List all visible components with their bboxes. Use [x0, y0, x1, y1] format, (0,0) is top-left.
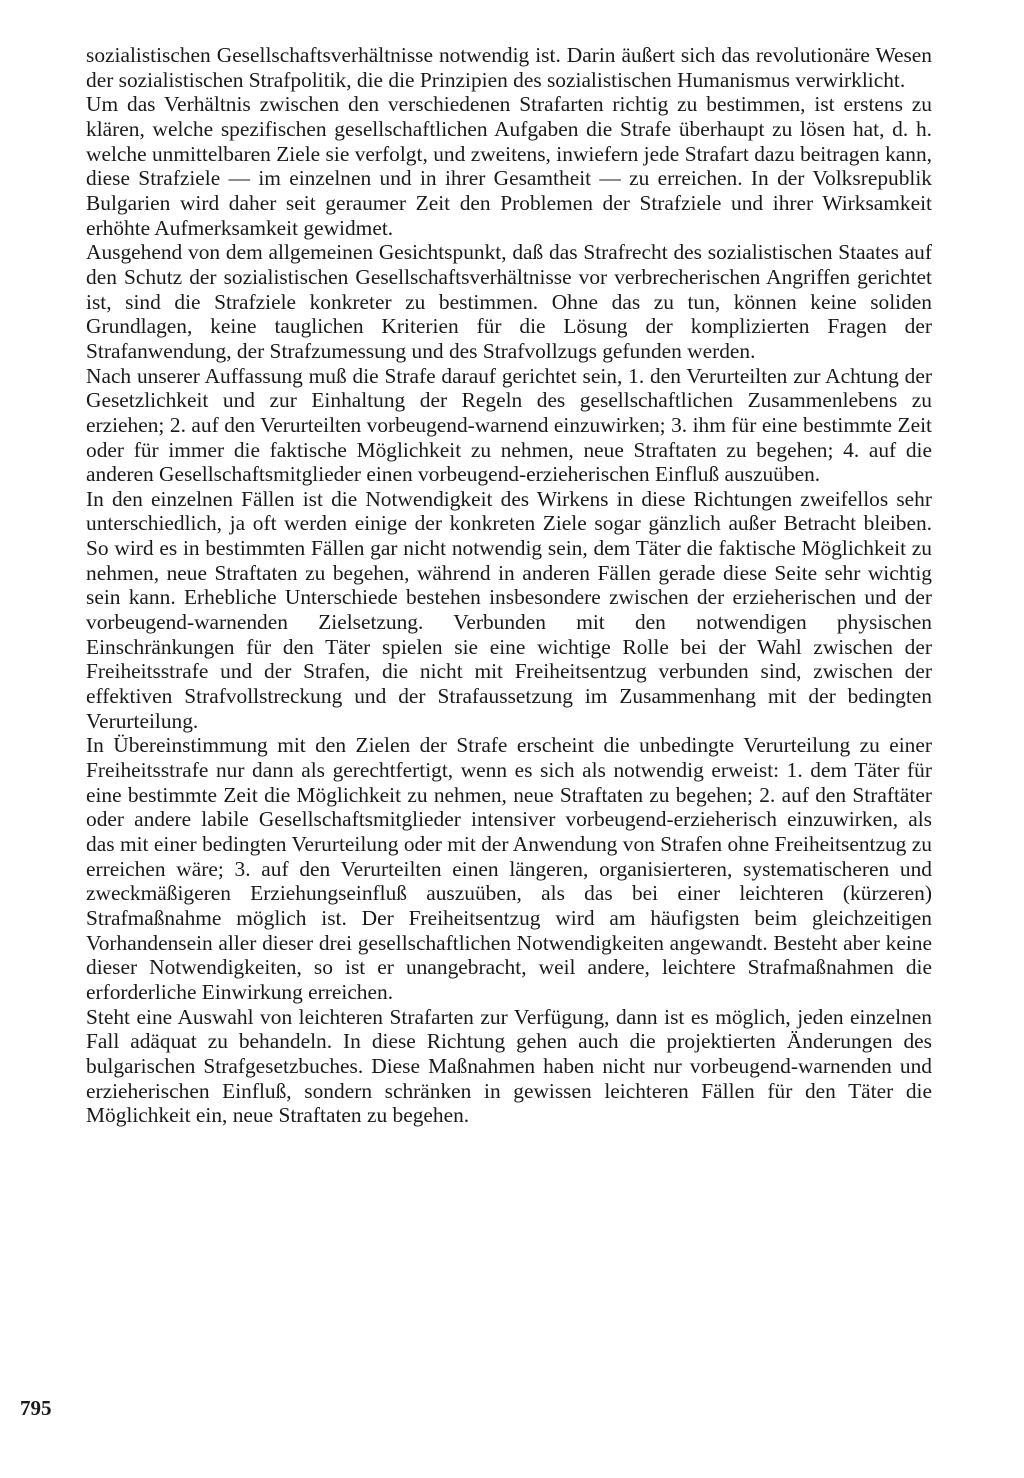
paragraph: Ausgehend von dem allgemeinen Gesichtspunkt, daß das Strafrecht des sozialistischen Staates auf den Schutz der sozialistischen Gesellschaftsverhältnisse vor verbrecherischen Angriffen gerichtet ist, sind die Strafziele konkreter zu bestimmen. Ohne das zu tun, können keine soliden Grundlagen, keine tauglichen Kriterien für die Lösung der komplizierten Fragen der Strafanwendung, der Strafzumessung und des Strafvollzugs gefunden werden.	[86, 240, 932, 363]
paragraph: In den einzelnen Fällen ist die Notwendigkeit des Wirkens in diese Richtungen zweifellos sehr unterschiedlich, ja oft werden einige der konkreten Ziele sogar gänzlich außer Betracht bleiben. So wird es in bestimmten Fällen gar nicht notwendig sein, dem Täter die faktische Möglichkeit zu nehmen, neue Straftaten zu begehen, während in anderen Fällen gerade diese Seite sehr wichtig sein kann. Erhebliche Unterschiede bestehen insbesondere zwischen der erzieherischen und der vorbeugend-warnenden Zielsetzung. Verbunden mit den notwendigen physischen Einschränkungen für den Täter spielen sie eine wichtige Rolle bei der Wahl zwischen der Freiheitsstrafe und der Strafen, die nicht mit Freiheitsentzug verbunden sind, zwischen der effektiven Strafvollstreckung und der Strafaussetzung im Zusammenhang mit der bedingten Verurteilung.	[86, 486, 932, 733]
paragraph: Nach unserer Auffassung muß die Strafe darauf gerichtet sein, 1. den Verurteilten zur Achtung der Gesetzlichkeit und zur Einhaltung der Regeln des gesellschaftlichen Zusammenlebens zu erziehen; 2. auf den Verurteilten vorbeugend-warnend einzuwirken; 3. ihm für eine bestimmte Zeit oder für immer die faktische Möglichkeit zu nehmen, neue Straftaten zu begehen; 4. auf die anderen Gesellschaftsmitglieder einen vorbeugend-erzieherischen Einfluß auszuüben.	[86, 363, 932, 487]
paragraph: Um das Verhältnis zwischen den verschiedenen Strafarten richtig zu bestimmen, ist erstens zu klären, welche spezifischen gesellschaftlichen Aufgaben die Strafe überhaupt zu lösen hat, d. h. welche unmittelbaren Ziele sie verfolgt, und zweitens, inwiefern jede Strafart dazu beitragen kann, diese Strafziele — im einzelnen und in ihrer Gesamtheit — zu erreichen. In der Volksrepublik Bulgarien wird daher seit geraumer Zeit den Problemen der Strafziele und ihrer Wirksamkeit erhöhte Aufmerksamkeit gewidmet.	[86, 92, 932, 240]
body-text	[86, 43, 932, 1128]
paragraph: In Übereinstimmung mit den Zielen der Strafe erscheint die unbedingte Verurteilung zu einer Freiheitsstrafe nur dann als gerechtfertigt, wenn es sich als notwendig erweist: 1. dem Täter für eine bestimmte Zeit die Möglichkeit zu nehmen, neue Straftaten zu begehen; 2. auf den Straftäter oder andere labile Gesellschaftsmitglieder intensiver vorbeugend-erzieherisch einzuwirken, als das mit einer bedingten Verurteilung oder mit der Anwendung von Strafen ohne Freiheitsentzug zu erreichen wäre; 3. auf den Verurteilten einen längeren, organisierteren, systematischeren und zweckmäßigeren Erziehungseinfluß auszuüben, als das bei einer leichteren (kürzeren) Strafmaßnahme möglich ist. Der Freiheitsentzug wird am häufigsten beim gleichzeitigen Vorhandensein aller dieser drei gesellschaftlichen Notwendigkeiten angewandt. Besteht aber keine dieser Notwendigkeiten, so ist er unangebracht, weil andere, leichtere Strafmaßnahmen die erforderliche Einwirkung erreichen.	[86, 733, 932, 1004]
page-number: 795	[20, 1396, 52, 1420]
paragraph: Steht eine Auswahl von leichteren Strafarten zur Verfügung, dann ist es möglich, jeden einzelnen Fall adäquat zu behandeln. In diese Richtung gehen auch die projektierten Änderungen des bulgarischen Strafgesetzbuches. Diese Maßnahmen haben nicht nur vorbeugend-warnenden und erzieherischen Einfluß, sondern schränken in gewissen leichteren Fällen für den Täter die Möglichkeit ein, neue Straftaten zu begehen.	[86, 1004, 932, 1128]
paragraph: sozialistischen Gesellschaftsverhältnisse notwendig ist. Darin äußert sich das revolutionäre Wesen der sozialistischen Strafpolitik, die die Prinzipien des sozialistischen Humanismus verwirklicht.	[86, 43, 932, 92]
